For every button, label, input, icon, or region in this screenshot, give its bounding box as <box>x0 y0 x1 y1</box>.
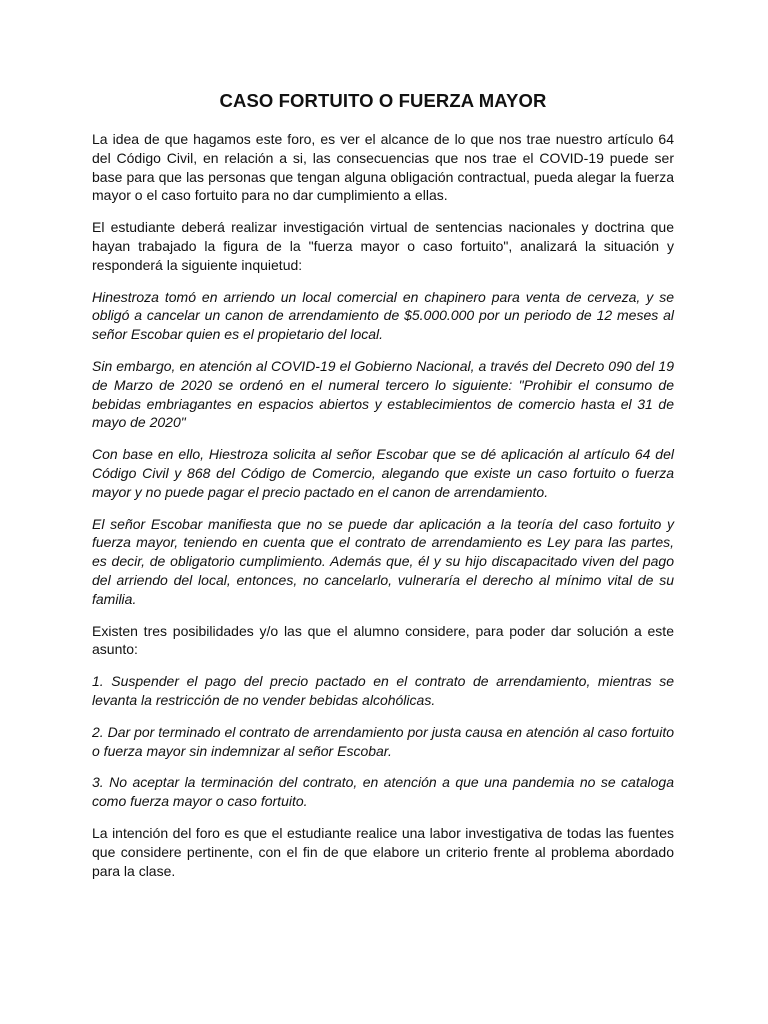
paragraph-intro: La idea de que hagamos este foro, es ver el alcance de lo que nos trae nuestro artículo 64 del Código Civil, en relación a si, las consecuencias que nos trae el COVID-19 puede ser base para que las personas que tengan alguna obligación contractual, pueda alegar la fuerza mayor o el caso fortuito para no dar cumplimiento a ellas. <box>92 131 674 204</box>
paragraph-instructions: El estudiante deberá realizar investigación virtual de sentencias nacionales y doctrina que hayan trabajado la figura de la "fuerza mayor o caso fortuito", analizará la situación y responderá la siguiente inquietud: <box>92 219 674 273</box>
document-page <box>92 90 674 893</box>
paragraph-case-decree: Sin embargo, en atención al COVID-19 el Gobierno Nacional, a través del Decreto 090 del 19 de Marzo de 2020 se ordenó en el numeral tercero lo siguiente: "Prohibir el consumo de bebidas embriagantes en espacios abiertos y establecimientos de comercio hasta el 31 de mayo de 2020" <box>92 357 674 431</box>
option-item-3: 3. No aceptar la terminación del contrato, en atención a que una pandemia no se cataloga como fuerza mayor o caso fortuito. <box>92 774 674 810</box>
paragraph-options-intro: Existen tres posibilidades y/o las que el alumno considere, para poder dar solución a este asunto: <box>92 622 674 658</box>
document-title: CASO FORTUITO O FUERZA MAYOR <box>219 90 547 111</box>
option-item-1: 1. Suspender el pago del precio pactado en el contrato de arrendamiento, mientras se levanta la restricción de no vender bebidas alcohólicas. <box>92 673 674 708</box>
option-item-2: 2. Dar por terminado el contrato de arrendamiento por justa causa en atención al caso fortuito o fuerza mayor sin indemnizar al señor Escobar. <box>92 723 674 759</box>
paragraph-case-lease: Hinestroza tomó en arriendo un local comercial en chapinero para venta de cerveza, y se obligó a cancelar un canon de arrendamiento de $5.000.000 por un periodo de 12 meses al señor Escobar quien es el propietario del local. <box>92 288 674 343</box>
paragraph-conclusion: La intención del foro es que el estudiante realice una labor investigativa de todas las fuentes que considere pertinente, con el fin de que elabore un criterio frente al problema abordado para la clase. <box>92 824 674 879</box>
paragraph-case-response: El señor Escobar manifiesta que no se puede dar aplicación a la teoría del caso fortuito y fuerza mayor, teniendo en cuenta que el contrato de arrendamiento es Ley para las partes, es decir, de obligatorio cumplimiento. Además que, él y su hijo discapacitado viven del pago del arriendo del local, entonces, no cancelarlo, vulneraría el derecho al mínimo vital de su familia. <box>92 515 674 607</box>
paragraph-case-request: Con base en ello, Hiestroza solicita al señor Escobar que se dé aplicación al artículo 64 del Código Civil y 868 del Código de Comercio, alegando que existe un caso fortuito o fuerza mayor y no puede pagar el precio pactado en el canon de arrendamiento. <box>92 446 674 500</box>
